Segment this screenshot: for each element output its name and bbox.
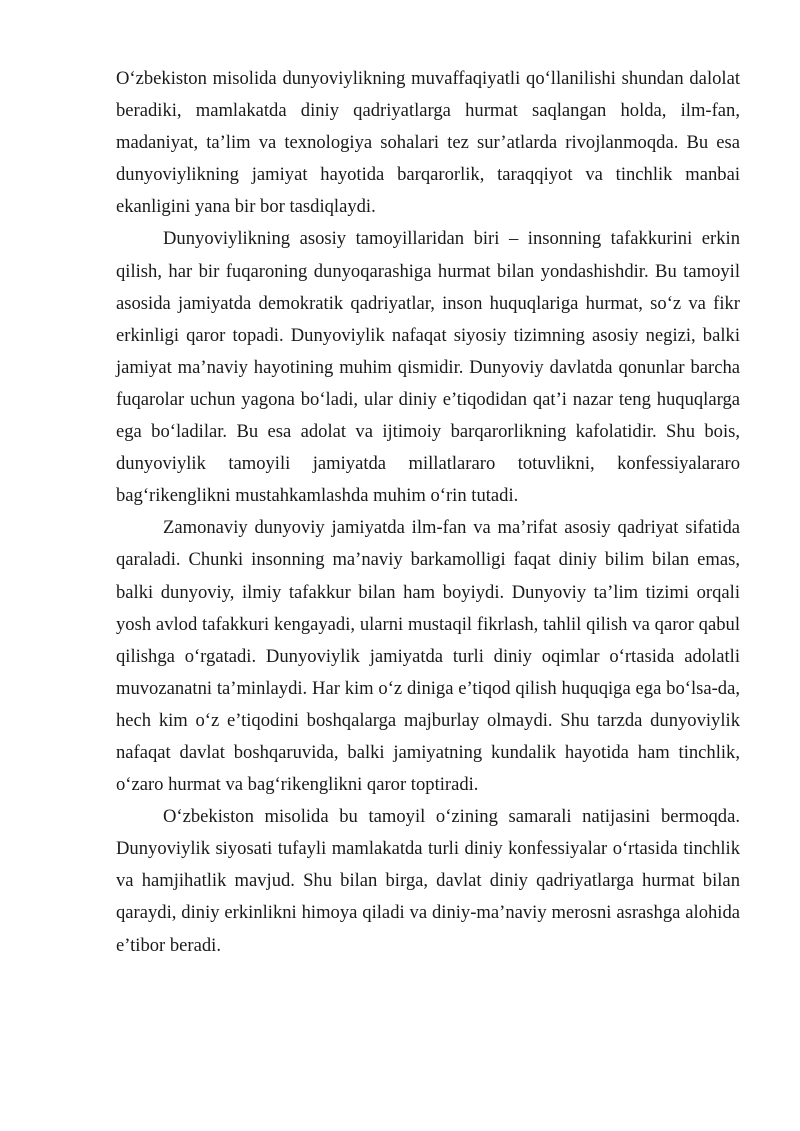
paragraph-3: Zamonaviy dunyoviy jamiyatda ilm-fan va ma’rifat asosiy qadriyat sifatida qaraladi. Chunki insonning ma’naviy barkamolligi faqat diniy bilim bilan emas, balki dunyoviy, ilmiy tafakkur bilan ham boyiydi. Dunyoviy ta’lim tizimi orqali yosh avlod tafakkuri kengayadi, ularni mustaqil fikrlash, tahlil qilish va qaror qabul qilishga o‘rgatadi. Dunyoviylik jamiyatda turli diniy oqimlar o‘rtasida adolatli muvozanatni ta’minlaydi. Har kim o‘z diniga e’tiqod qilish huquqiga ega bo‘lsa-da, hech kim o‘z e’tiqodini boshqalarga majburlay olmaydi. Shu tarzda dunyoviylik nafaqat davlat boshqaruvida, balki jamiyatning kundalik hayotida ham tinchlik, o‘zaro hurmat va bag‘rikenglikni qaror toptiradi. — [116, 517, 740, 796]
paragraph-4: O‘zbekiston misolida bu tamoyil o‘zining samarali natijasini bermoqda. Dunyoviylik siyosati tufayli mamlakatda turli diniy konfessiyalar o‘rtasida tinchlik va hamjihatlik mavjud. Shu bilan birga, davlat diniy qadriyatlarga hurmat bilan qaraydi, diniy erkinlikni himoya qiladi va diniy-ma’naviy merosni asrashga alohida e’tibor beradi. — [116, 806, 740, 956]
paragraph-1: O‘zbekiston misolida dunyoviylikning muvaffaqiyatli qo‘llanilishi shundan dalolat beradiki, mamlakatda diniy qadriyatlarga hurmat saqlangan holda, ilm-fan, madaniyat, ta’lim va texnologiya sohalari tez sur’atlarda rivojlanmoqda. Bu esa dunyoviylikning jamiyat hayotida barqarorlik, taraqqiyot va tinchlik manbai ekanligini yana bir bor tasdiqlaydi. — [116, 68, 740, 218]
document-page — [116, 63, 740, 962]
paragraph-2: Dunyoviylikning asosiy tamoyillaridan biri – insonning tafakkurini erkin qilish, har bir fuqaroning dunyoqarashiga hurmat bilan yondashishdir. Bu tamoyil asosida jamiyatda demokratik qadriyatlar, inson huquqlariga hurmat, so‘z va fikr erkinligi qaror topadi. Dunyoviylik nafaqat siyosiy tizimning asosiy negizi, balki jamiyat ma’naviy hayotining muhim qismidir. Dunyoviy davlatda qonunlar barcha fuqarolar uchun yagona bo‘ladi, ular diniy e’tiqodidan qat’i nazar teng huquqlarga ega bo‘ladilar. Bu esa adolat va ijtimoiy barqarorlikning kafolatidir. Shu bois, dunyoviylik tamoyili jamiyatda millatlararo totuvlikni, konfessiyalararo bag‘rikenglikni mustahkamlashda muhim o‘rin tutadi. — [116, 228, 740, 507]
